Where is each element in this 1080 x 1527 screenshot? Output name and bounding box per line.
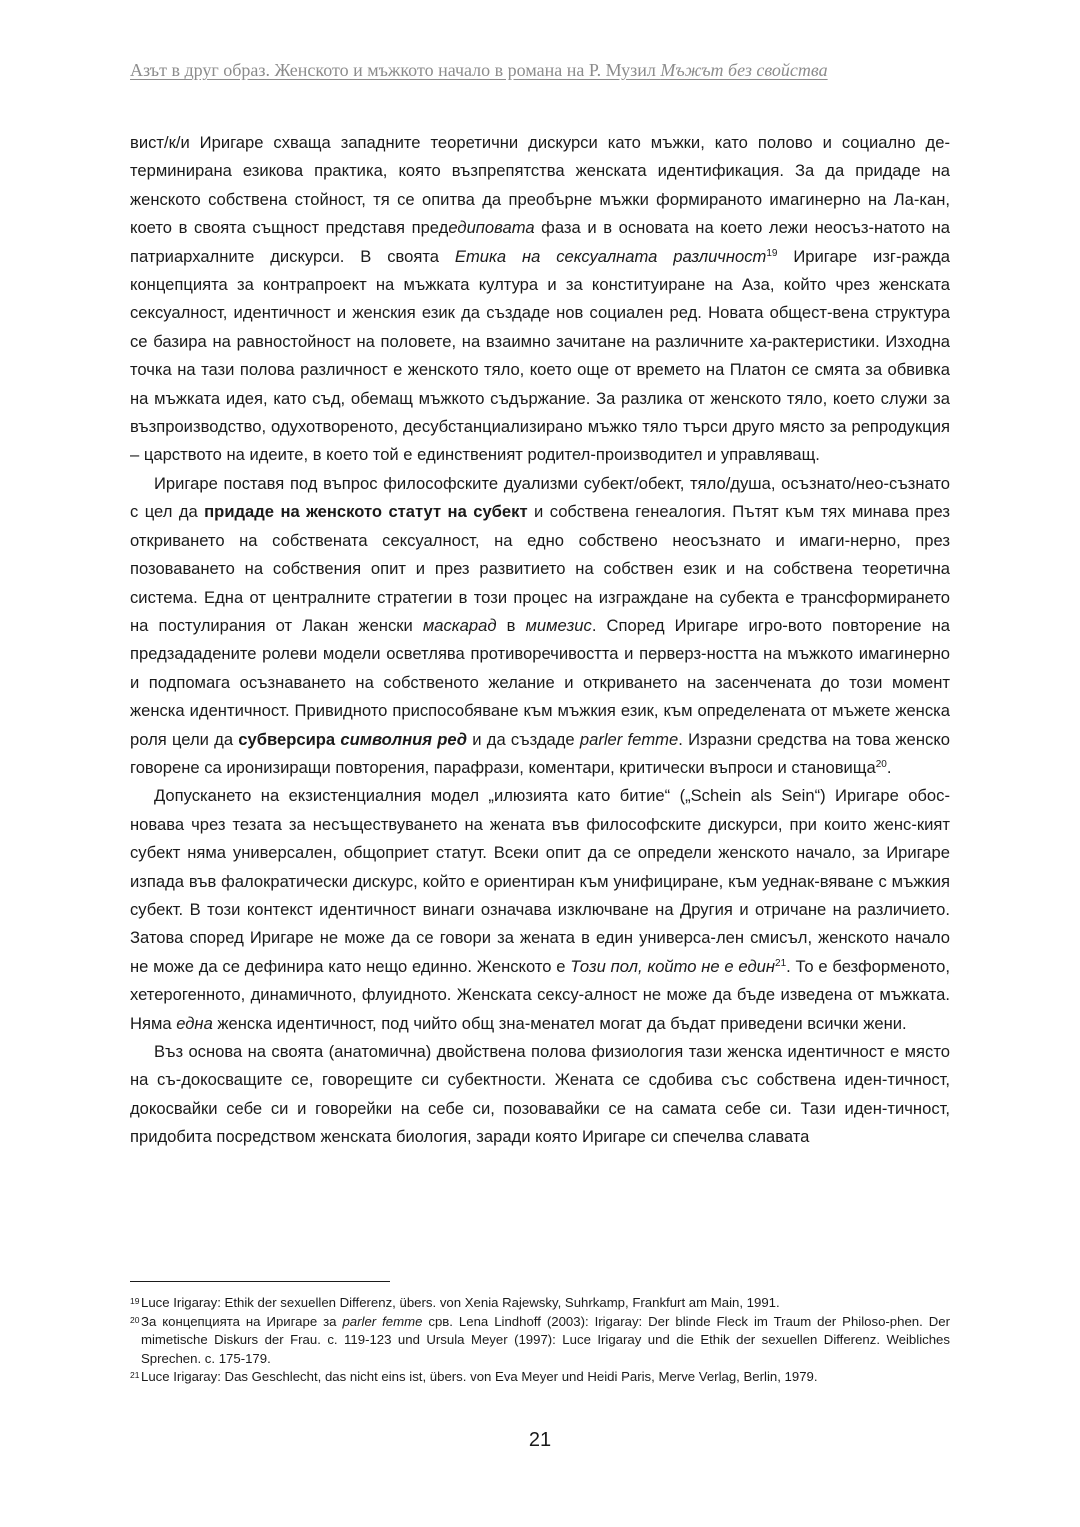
running-header-book-title: Мъжът без свойства — [660, 60, 828, 80]
paragraph-2 — [130, 470, 950, 782]
text-run: . Изразни средства на това женско говорене са иронизиращи повторения, парафрази, коментари, критически въпроси и становища — [130, 729, 951, 777]
text-run: . — [886, 757, 892, 777]
footnote-number: 21 — [130, 1370, 140, 1381]
footnote-ref-20[interactable]: 20 — [875, 758, 887, 770]
text-run-italic: една — [176, 1013, 213, 1033]
page-number: 21 — [528, 1429, 552, 1451]
body-text — [130, 129, 950, 1152]
text-run: Въз основа на своята (анатомична) двойствена полова физиология тази женска идентичност е място на съ-докосващите се, говорещите си субектности. Жената се сдобива със собствена иден-тичност, докосвайки себе си и говорейки на себе си, позовавайки се на самата себе си. Тази иден-тичност, придобита посредством женската биология, заради която Иригаре си спечелва славата — [130, 1042, 950, 1147]
text-run: женска идентичност, под чийто общ зна-менател могат да бъдат приведени всички жени. — [212, 1013, 907, 1033]
footnotes — [130, 1294, 950, 1387]
text-run: Иригаре поставя под въпрос философските дуализми субект/обект, тяло/душа, осъзнато/нео-съзнато с цел да — [130, 473, 950, 522]
text-run: Иригаре изг-ражда концепцията за контрапроект на мъжката култура и за конституиране на Аза, който чрез женската сексуалност, идентичност и женския език да създаде нов социален ред. Новата общест-вена структура се базира на равностойност на половете, на взаимно зачитане на различните ха-рактеристики. Изходна точка на тази полова различност е женското тяло, което още от времето на Платон се смята за обвивка на мъжката идея, като съд, обемащ мъжкото съдържание. За разлика от женското тяло, което служи за възпроизводство, одухотвореното, десубстанциализирано мъжко тяло търси друго място за репродукция – царството на идеите, в което той е единственият родител-производител и управляващ. — [130, 246, 950, 465]
book-title-italic: Етика на сексуалната различност — [454, 246, 767, 266]
footnote-ref-21[interactable]: 21 — [775, 957, 787, 969]
text-run: . Според Иригаре игро-вото повторение на предзададените ролеви модели осветлява противоречивостта и перверз-ността на мъжкото имагинерно и подпомага осъзнаването на собственото желание и откриването на засенчената до този момент женска идентичност. Привидното приспособяване към мъжкия език, към определената от мъжете женска роля цели да — [130, 615, 950, 749]
footnote-separator — [130, 1281, 390, 1282]
paragraph-4 — [130, 1038, 950, 1152]
paragraph-1 — [130, 129, 950, 470]
text-run-italic: едиповата — [448, 218, 535, 238]
text-run: в — [496, 615, 526, 635]
footnote-number: 20 — [130, 1314, 140, 1325]
footnote-19 — [130, 1294, 950, 1313]
text-run: За концепцията на Иригаре за — [141, 1313, 343, 1329]
text-run: срв. Lena Lindhoff (2003): Irigaray: Der blinde Fleck im Traum der Philoso-phen. Der mimetische Diskurs der Frau. c. 119-123 und Ursula Meyer (1997): Luce Irigaray und die Ethik der sexuellen Differenz. Weibliches Sprechen. c. 175-179. — [141, 1313, 950, 1366]
text-run: и собствена генеалогия. Пътят към тях минава през откриването на собствената сексуалност, на едно собствено неосъзнато и имаги-нерно, през позоваването на собствения опит и през развитието на собствен език и на собствена теоретична система. Една от централните стратегии в този процес на изграждане на субекта е трансформирането на постулирания от Лакан женски — [130, 502, 950, 635]
footnote-20 — [130, 1313, 950, 1369]
text-run: и да създаде — [467, 729, 580, 749]
running-header — [130, 60, 906, 81]
text-run: Допускането на екзистенциалния модел „илюзията като битие“ („Schein als Sein“) Иригаре обос-новава чрез тезата за несъществуването на жената във философските дискурси, при които женс-кият субект няма универсален, общоприет статут. Всеки опит да се определи женското начало, за Иригаре изпада във фалократически дискурс, който е ориентиран към унифициране, към уеднак-вяване с мъжкия субект. В този контекст идентичност винаги означава изключване на Другия и отричане на различието. Затова според Иригаре не може да се говори за жената в един универса-лен смисъл, женското начало не може да се дефинира като нещо единно. Женското е — [130, 786, 950, 976]
text-run-italic: parler femme — [342, 1313, 423, 1329]
footnote-ref-19[interactable]: 19 — [766, 247, 778, 259]
book-title-italic: Този пол, който не е един — [570, 956, 776, 976]
text-run-bold: придаде на женското статут на субект — [204, 502, 528, 522]
text-run-bold-italic: символния ред — [340, 729, 468, 749]
footnote-text: Luce Irigaray: Das Geschlecht, das nicht eins ist, übers. von Eva Meyer und Heidi Paris, Merve Verlag, Berlin, 1979. — [141, 1369, 818, 1385]
text-run-italic: мимезис — [525, 615, 592, 635]
paragraph-3 — [130, 782, 950, 1038]
footnote-text — [141, 1313, 950, 1369]
text-run: фаза и в основата на което лежи неосъз-натото на патриархалните дискурси. В своята — [130, 218, 950, 266]
footnote-number: 19 — [130, 1296, 140, 1306]
text-run-italic: parler femme — [579, 729, 679, 749]
text-run: вист/к/и Иригаре схваща западните теоретични дискурси като мъжки, като полово и социално де-терминирана езикова практика, която възпрепятства женската идентификация. За да придаде на женското собствена стойност, тя се опитва да преобърне мъжки формираното имагинерно на Ла-кан, което в своята същност представя пред — [130, 133, 950, 238]
text-run-bold: субверсира — [238, 729, 341, 749]
footnote-21 — [130, 1368, 950, 1387]
text-run-italic: маскарад — [422, 615, 497, 635]
footnote-text: Luce Irigaray: Ethik der sexuellen Differenz, übers. von Xenia Rajewsky, Suhrkamp, Frankfurt am Main, 1991. — [141, 1295, 780, 1310]
text-run: . То е безформеното, хетерогенното, динамичното, флуидното. Женската сексу-алност не може да бъде изведена от мъжката. Няма — [130, 956, 951, 1033]
running-header-title: Азът в друг образ. Женското и мъжкото начало в романа на Р. Музил — [130, 60, 661, 80]
